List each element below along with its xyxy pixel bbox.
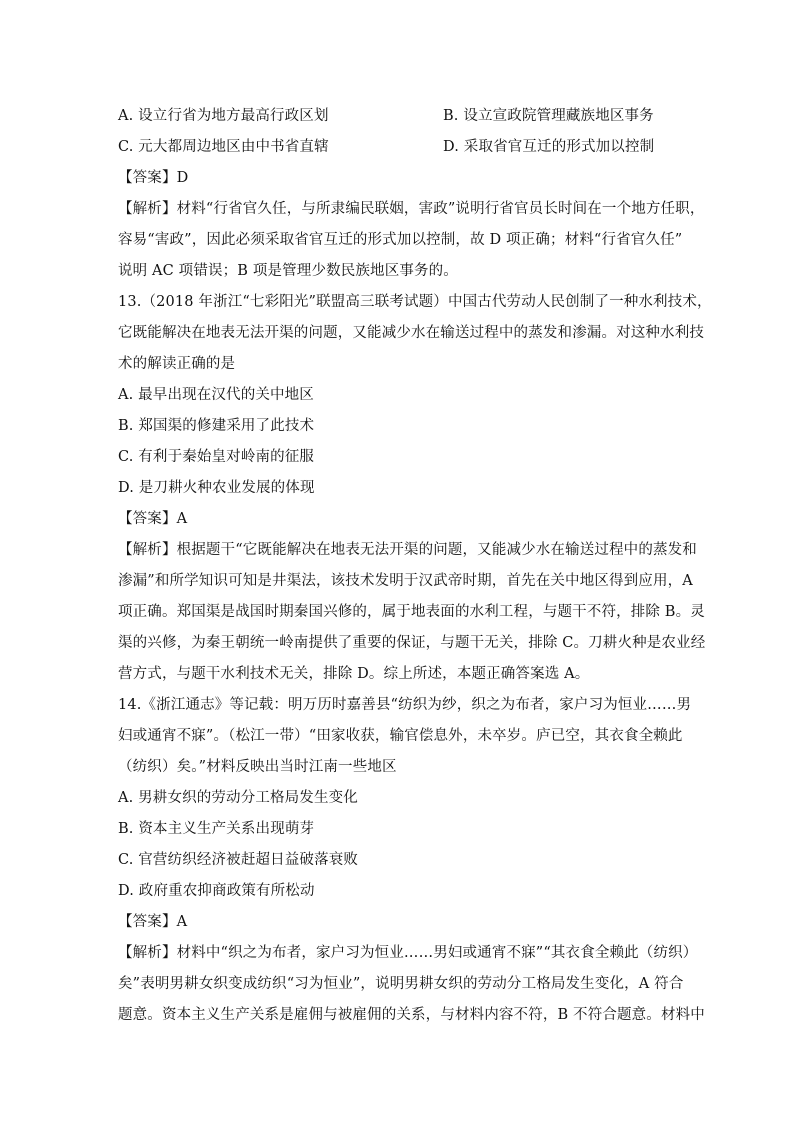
answer-label: 【答案】 [118,511,177,527]
q14-option-d [118,876,678,907]
option-letter: D. [118,883,135,899]
option-text: 最早出现在汉代的关中地区 [138,387,314,403]
q13-stem-line-3: 术的解读正确的是 [118,356,236,372]
option-text: 设立宣政院管理藏族地区事务 [463,108,654,124]
analysis-text: 材料“行省官久任，与所隶编民联姻，害政”说明行省官员长时间在一个地方任职， [176,201,705,217]
option-letter: D. [443,139,460,155]
q14-answer [118,907,678,938]
q13-answer [118,504,678,535]
option-letter: C. [118,852,134,868]
q14-stem-line-3: （纺织）矣。”材料反映出当时江南一些地区 [118,759,397,775]
answer-value: D [176,170,189,186]
option-text: 郑国渠的修建采用了此技术 [138,418,315,434]
q13-analysis-line-1 [118,535,697,566]
option-text: 设立行省为地方最高行政区划 [138,108,329,124]
option-letter: B. [118,821,134,837]
option-text: 是刀耕火种农业发展的体现 [138,480,315,496]
answer-value: A [176,511,188,527]
q12-options-row-2 [118,132,678,163]
q12-analysis-line-3: 说明 AC 项错误；B 项是管理少数民族地区事务的。 [118,263,458,279]
q13-option-a [118,380,678,411]
analysis-text: 材料中“织之为布者，家户习为恒业……男妇或通宵不寐”“其衣食全赖此（纺织） [176,945,698,961]
q14-analysis-line-2: 矣”表明男耕女织变成纺织“习为恒业”，说明男耕女织的劳动分工格局发生变化，A 符合 [118,976,684,992]
q13-option-b [118,411,678,442]
q13-analysis-line-4: 渠的兴修，为秦王朝统一岭南提供了重要的保证，与题干无关，排除 C。刀耕火种是农业经 [118,635,706,651]
q14-stem-line-2: 妇或通宵不寐”。（松江一带）“田家收获，输官偿息外，未卒岁。庐已空，其衣食全赖此 [118,728,683,744]
q13-stem-line-1: 13.（2018 年浙江“七彩阳光”联盟高三联考试题）中国古代劳动人民创制了一种水利技术， [118,294,712,310]
q12-option-d [443,132,768,163]
q13-option-c [118,442,678,473]
analysis-label: 【解析】 [118,201,177,217]
answer-label: 【答案】 [118,170,177,186]
q13-analysis-line-2: 渗漏”和所学知识可知是井渠法，该技术发明于汉武帝时期，首先在关中地区得到应用，A [118,573,693,589]
analysis-text: 根据题干“它既能解决在地表无法开渠的问题，又能减少水在输送过程中的蒸发和 [176,542,697,558]
option-letter: A. [118,108,134,124]
option-letter: A. [118,387,134,403]
q12-answer [118,163,678,194]
option-text: 男耕女织的劳动分工格局发生变化 [138,790,358,806]
option-text: 官营纺织经济被赶超日益破落衰败 [138,852,359,868]
q12-option-c [118,132,443,163]
option-letter: D. [118,480,135,496]
option-text: 元大都周边地区由中书省直辖 [138,139,329,155]
q13-stem-line-2: 它既能解决在地表无法开渠的问题，又能减少水在输送过程中的蒸发和渗漏。对这种水利技 [118,325,704,341]
answer-value: A [176,914,188,930]
q12-option-b [443,101,768,132]
q12-option-a [118,101,443,132]
analysis-label: 【解析】 [118,542,177,558]
option-text: 资本主义生产关系出现萌芽 [138,821,315,837]
option-letter: C. [118,449,134,465]
answer-label: 【答案】 [118,914,177,930]
analysis-label: 【解析】 [118,945,177,961]
document-content [118,101,712,1031]
q12-analysis-line-1 [118,194,705,225]
option-text: 采取省官互迁的形式加以控制 [463,139,655,155]
option-text: 政府重农抑商政策有所松动 [138,883,315,899]
option-letter: B. [443,108,459,124]
q13-analysis-line-3: 项正确。郑国渠是战国时期秦国兴修的，属于地表面的水利工程，与题干不符，排除 B。灵 [118,604,705,620]
option-letter: A. [118,790,134,806]
option-letter: C. [118,139,134,155]
q12-options-row-1 [118,101,678,132]
q13-option-d [118,473,678,504]
q14-analysis-line-1 [118,938,698,969]
q14-option-a [118,783,678,814]
option-text: 有利于秦始皇对岭南的征服 [138,449,315,465]
q14-stem-line-1: 14.《浙江通志》等记载：明万历时嘉善县“纺织为纱，织之为布者，家户习为恒业……男 [118,697,692,713]
q14-option-c [118,845,678,876]
q14-option-b [118,814,678,845]
q12-analysis-line-2: 容易“害政”，因此必须采取省官互迁的形式加以控制，故 D 项正确；材料“行省官久任” [118,232,683,248]
q14-analysis-line-3: 题意。资本主义生产关系是雇佣与被雇佣的关系，与材料内容不符，B 不符合题意。材料中 [118,1007,705,1023]
q13-analysis-line-5: 营方式，与题干水利技术无关，排除 D。综上所述，本题正确答案选 A。 [118,666,590,682]
option-letter: B. [118,418,134,434]
